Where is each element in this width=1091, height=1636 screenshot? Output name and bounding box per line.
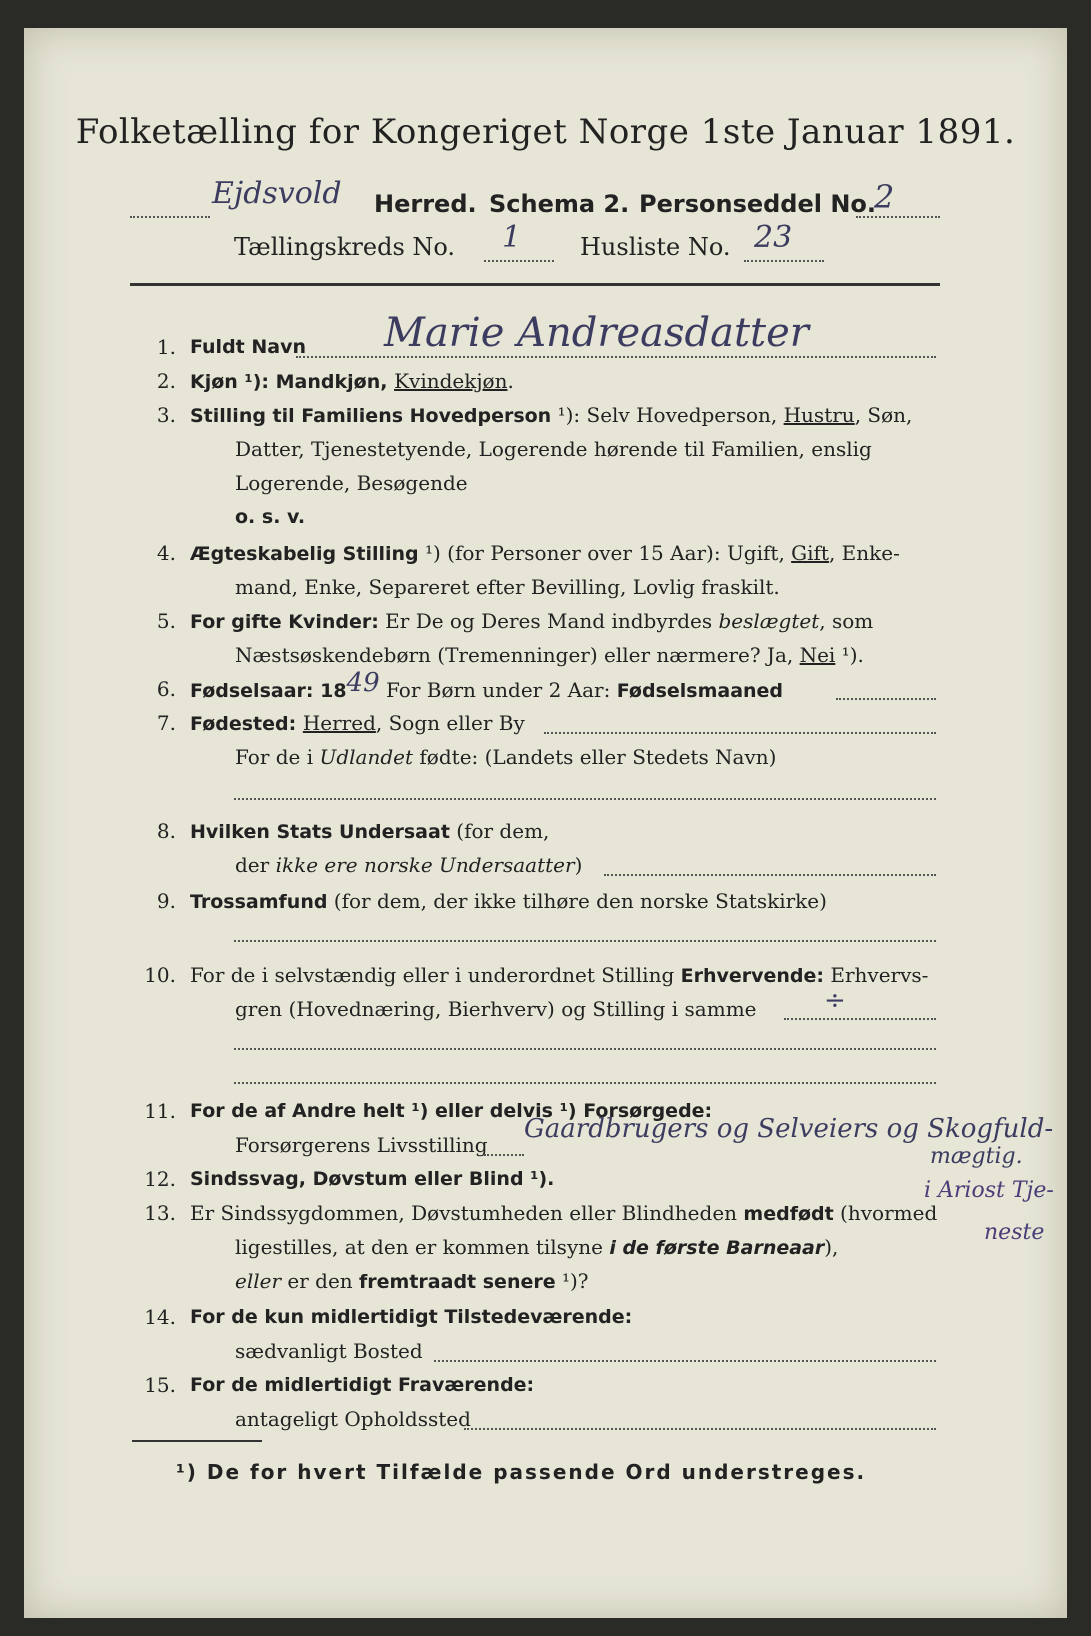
husliste-no: 23 [754,220,793,255]
forsorger-value: Gaardbrugers og Selveiers og Skogfuld- [524,1114,1054,1144]
item-italic: eller [235,1269,282,1293]
item-text: (hvormed [833,1201,938,1225]
item-3-line-4: o. s. v. [235,506,306,528]
item-bold: medfødt [743,1203,834,1225]
item-label: Ægteskabelig Stilling [190,543,419,565]
selected-option: Herred [302,711,376,735]
item-text: Er De og Deres Mand indbyrdes [378,609,719,633]
forsorger-dotted-line [484,1154,524,1156]
item-3-line-2: Datter, Tjenestetyende, Logerende hørende til Familien, enslig [235,437,872,461]
selected-option: Hustru [783,403,855,427]
item-number: 1. [156,335,176,359]
item-number: 10. [144,963,176,987]
item-text: ), [824,1235,839,1259]
fodselsmaaned-dotted-line [836,698,936,700]
item-number: 4. [156,541,176,565]
kreds-no: 1 [502,220,522,255]
erhverv-value: ÷ [824,986,846,1016]
full-name-value: Marie Andreasdatter [384,310,809,356]
item-text: (for dem, der ikke tilhøre den norske Statskirke) [327,889,827,913]
item-15-line-2: antageligt Opholdssted [235,1407,471,1431]
item-label: Sindssvag, Døvstum eller Blind ¹). [190,1168,555,1190]
opholdssted-dotted-line [464,1428,936,1430]
erhverv-dotted-line-3 [234,1082,936,1084]
kreds-label: Tællingskreds No. [234,233,456,261]
item-number: 2. [156,369,176,393]
erhverv-dotted-line-2 [234,1048,936,1050]
item-text: (for dem, [449,819,550,843]
margin-note-2: neste [984,1220,1045,1245]
item-label: Hvilken Stats Undersaat [190,821,450,843]
item-text: fødte: (Landets eller Stedets Navn) [413,745,777,769]
item-label: Fødested: [190,713,303,735]
item-text: ¹) (for Personer over 15 Aar): Ugift, [418,541,792,565]
item-text: , som [819,609,874,633]
item-label: For gifte Kvinder: [190,611,379,633]
item-number: 14. [144,1305,176,1329]
item-bold: Fødselsmaaned [616,680,784,702]
item-3-line-3: Logerende, Besøgende [235,471,468,495]
husliste-label: Husliste No. [580,233,731,261]
herred-label: Herred. [374,190,477,218]
item-bold: Erhvervende: [680,965,825,987]
form-title: Folketælling for Kongeriget Norge 1ste Januar 1891. [75,112,1016,152]
item-label: For de kun midlertidigt Tilstedeværende: [190,1306,633,1328]
item-label: Trossamfund [190,891,328,913]
item-number: 11. [144,1099,176,1123]
item-text: ¹)? [555,1269,589,1293]
item-italic: ikke ere norske Undersaatter [275,853,575,877]
item-number: 5. [156,609,176,633]
item-text: , Sogn eller By [375,711,525,735]
erhverv-dotted-line [784,1018,936,1020]
husliste-dotted-line [744,260,824,262]
item-number: 8. [156,819,176,843]
item-number: 12. [144,1167,176,1191]
selected-option: Kvindekjøn [394,369,508,393]
item-13-line-2a: ligestilles, at den er kommen tilsyne [235,1235,610,1259]
trossamfund-dotted-line [234,940,936,942]
herred-handwritten: Ejdsvold [212,176,342,211]
item-italic: beslægtet [718,609,820,633]
item-14-line-2: sædvanligt Bosted [235,1339,423,1363]
item-label: Fuldt Navn [190,336,307,358]
name-dotted-line [296,356,936,358]
item-italic: Udlandet [319,745,414,769]
item-text: Erhvervs- [824,963,929,987]
udland-dotted-line [234,798,936,800]
undersaat-dotted-line [604,874,936,876]
selected-option: Gift [791,541,829,565]
birth-year-value: 49 [346,668,380,698]
item-label: For de i selvstændig eller i underordnet Stilling [190,963,681,987]
item-7-line-2a: For de i [235,745,320,769]
item-5-line-2: Næstsøskendebørn (Tremenninger) eller nærmere? Ja, [235,643,800,667]
item-tail: . [507,369,514,393]
personseddel-dotted-line [856,216,940,218]
item-text: For Børn under 2 Aar: [379,678,617,702]
item-number: 6. [156,677,176,701]
footnote-rule [132,1440,262,1442]
footnote: ¹) De for hvert Tilfælde passende Ord understreges. [176,1460,867,1484]
item-10-line-2: gren (Hovednæring, Bierhverv) og Stilling i samme [235,997,757,1021]
item-label: For de af Andre helt ¹) eller delvis ¹) Forsørgede: [190,1100,713,1122]
item-number: 3. [156,403,176,427]
item-number: 13. [144,1201,176,1225]
personseddel-label: Personseddel No. [639,190,877,218]
kreds-dotted-line [484,260,554,262]
selected-option: Nei [799,643,836,667]
item-8-line-2a: der [235,853,276,877]
census-form [24,28,1067,1618]
item-number: 7. [156,711,176,735]
item-label: Stilling til Familiens Hovedperson [190,405,552,427]
schema-label: Schema 2. [489,190,630,218]
item-label: Kjøn ¹): Mandkjøn, [190,371,395,393]
item-text: ) [574,853,583,877]
item-text: ¹). [835,643,864,667]
item-text: ¹): Selv Hovedperson, [551,403,784,427]
item-label: For de midlertidigt Fraværende: [190,1374,535,1396]
bosted-dotted-line [434,1360,936,1362]
item-4-line-2: mand, Enke, Separeret efter Bevilling, Lovlig fraskilt. [235,575,780,599]
item-11-line-2: Forsørgerens Livsstilling [235,1133,488,1157]
margin-note: i Ariost Tje- [924,1178,1054,1203]
fodested-dotted-line [544,732,936,734]
herred-dotted-line [130,216,210,218]
item-number: 9. [156,889,176,913]
personseddel-no: 2 [874,178,895,216]
item-bold: fremtraadt senere [359,1271,556,1293]
item-text: , Enke- [828,541,900,565]
header-rule [130,283,940,286]
item-text: , Søn, [854,403,913,427]
item-label: Fødselsaar: 18 [190,680,347,702]
item-text: er den [281,1269,360,1293]
item-label: Er Sindssygdommen, Døvstumheden eller Blindheden [190,1201,744,1225]
forsorger-value-2: mægtig. [930,1144,1023,1169]
item-number: 15. [144,1373,176,1397]
item-italic: i de første Barneaar [609,1237,825,1259]
